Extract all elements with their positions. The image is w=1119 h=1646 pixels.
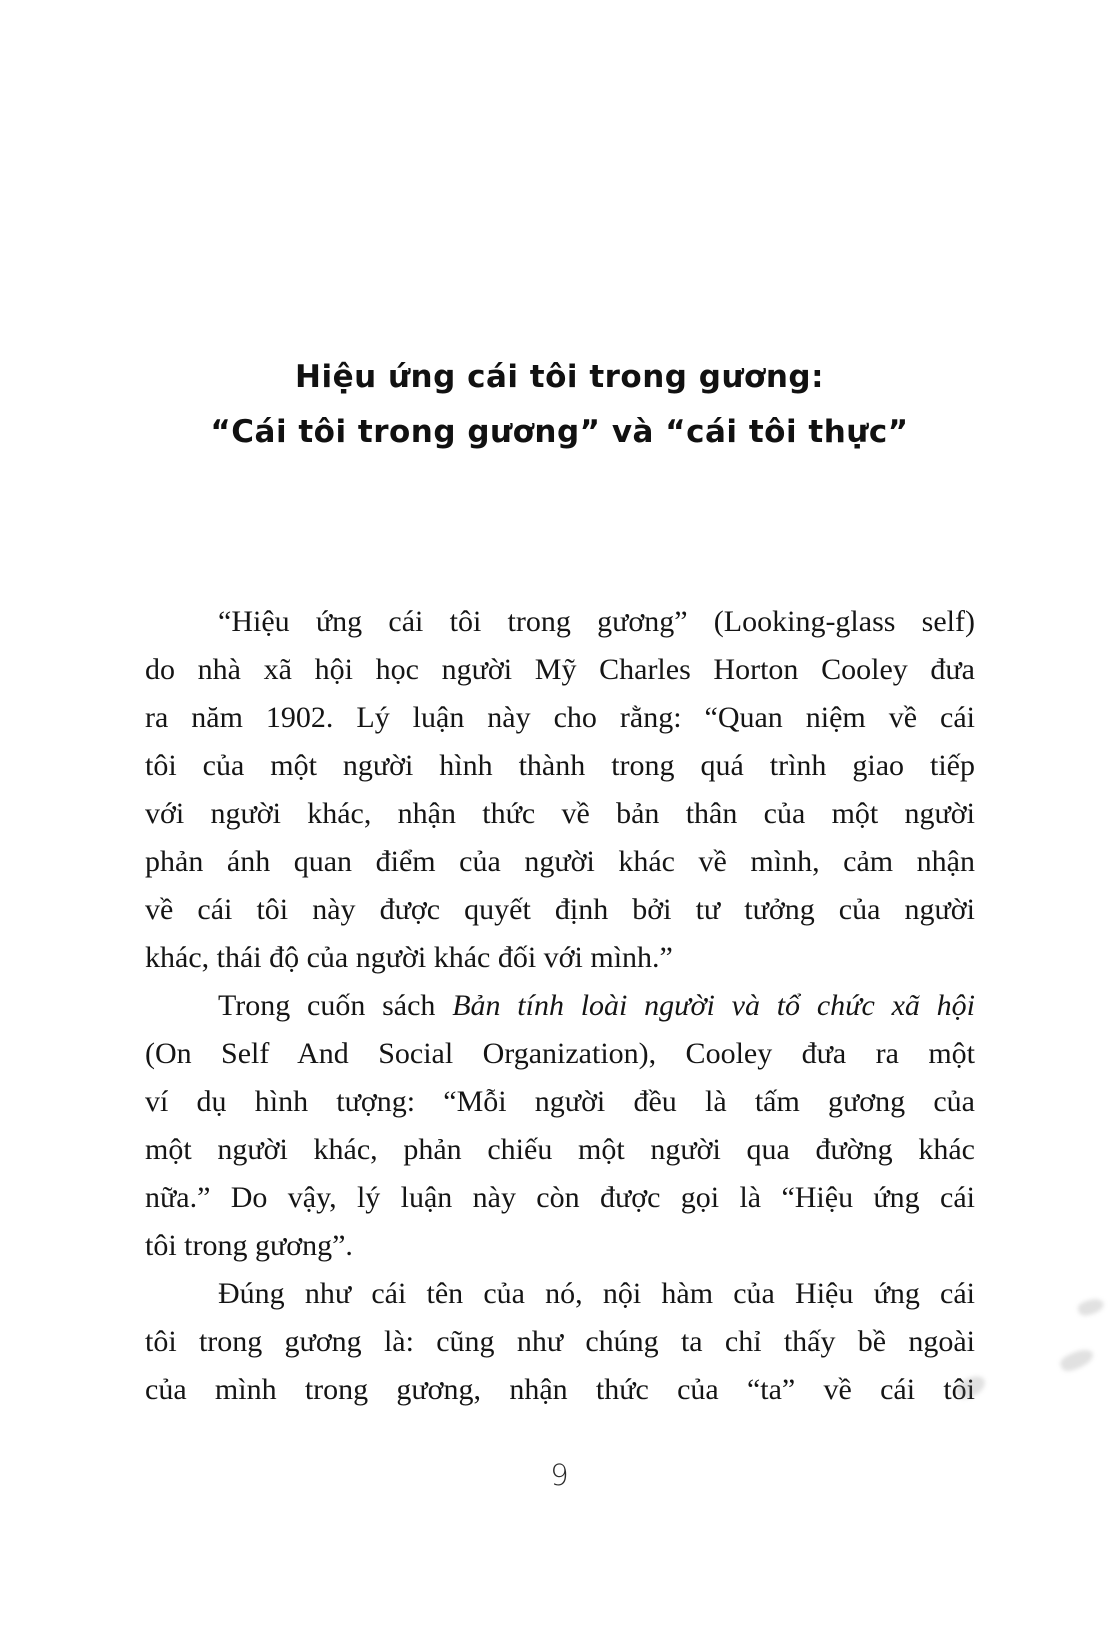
scan-artifact bbox=[1076, 1296, 1105, 1317]
body-line: tôi trong gương”. bbox=[145, 1229, 353, 1262]
body-line: một người khác, phản chiếu một người qua đường khác bbox=[145, 1133, 975, 1166]
body-line: tôi trong gương là: cũng như chúng ta chỉ thấy bề ngoài bbox=[145, 1325, 975, 1358]
paragraph bbox=[145, 982, 975, 1270]
scan-artifact bbox=[1058, 1346, 1096, 1374]
body-line bbox=[145, 982, 975, 1030]
page-number: 9 bbox=[550, 1458, 569, 1492]
body-line: khác, thái độ của người khác đối với mình.” bbox=[145, 941, 673, 974]
body-line: do nhà xã hội học người Mỹ Charles Horton Cooley đưa bbox=[145, 653, 975, 686]
book-title-italic: Bản tính loài người và tổ chức xã hội bbox=[452, 989, 975, 1022]
body-text bbox=[145, 598, 975, 1414]
body-line: (On Self And Social Organization), Cooley đưa ra một bbox=[145, 1037, 975, 1070]
chapter-title-line-2: “Cái tôi trong gương” và “cái tôi thực” bbox=[210, 414, 909, 450]
paragraph bbox=[145, 598, 975, 982]
chapter-title bbox=[0, 350, 1119, 460]
body-line: ví dụ hình tượng: “Mỗi người đều là tấm gương của bbox=[145, 1085, 975, 1118]
body-line: của mình trong gương, nhận thức của “ta” về cái tôi bbox=[145, 1373, 975, 1406]
body-line: “Hiệu ứng cái tôi trong gương” (Looking-glass self) bbox=[218, 605, 975, 638]
body-line: với người khác, nhận thức về bản thân của một người bbox=[145, 797, 975, 830]
body-line: phản ánh quan điểm của người khác về mình, cảm nhận bbox=[145, 845, 975, 878]
body-line: về cái tôi này được quyết định bởi tư tưởng của người bbox=[145, 893, 975, 926]
body-line: Đúng như cái tên của nó, nội hàm của Hiệu ứng cái bbox=[218, 1277, 975, 1310]
body-line: tôi của một người hình thành trong quá trình giao tiếp bbox=[145, 749, 975, 782]
paragraph bbox=[145, 1270, 975, 1414]
body-line-text: Trong cuốn sách bbox=[218, 989, 453, 1022]
chapter-title-line-1: Hiệu ứng cái tôi trong gương: bbox=[295, 359, 824, 395]
body-line: ra năm 1902. Lý luận này cho rằng: “Quan niệm về cái bbox=[145, 701, 975, 734]
body-line: nữa.” Do vậy, lý luận này còn được gọi là “Hiệu ứng cái bbox=[145, 1181, 975, 1214]
